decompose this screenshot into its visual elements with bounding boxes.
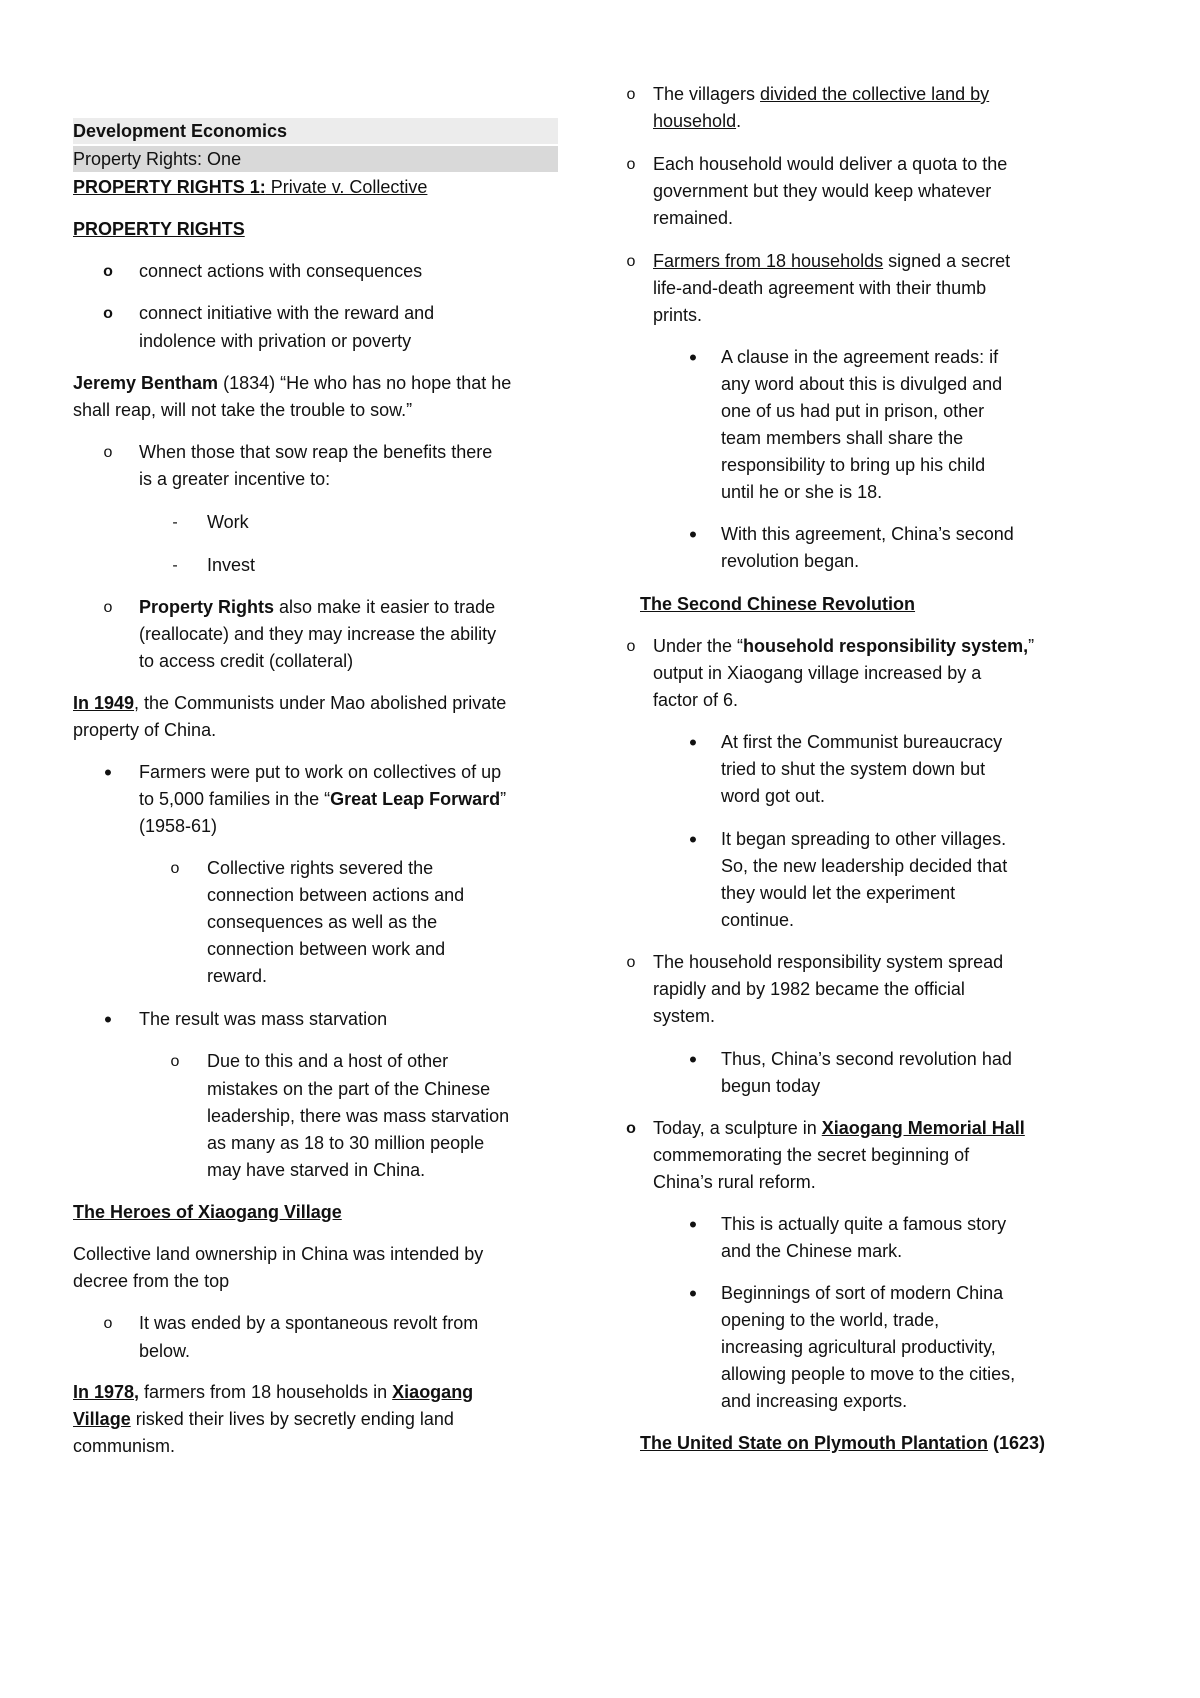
bentham-quote — [73, 369, 583, 398]
great-leap-forward: Great Leap Forward — [330, 789, 501, 809]
list-item-text: remained. — [653, 208, 734, 228]
bullet-dot-marker: • — [104, 760, 112, 785]
dash-marker: - — [172, 557, 178, 574]
list-item-text: one of us had put in prison, other — [721, 401, 985, 421]
list-item-text: as many as 18 to 30 million people — [207, 1133, 485, 1153]
dash-marker: - — [172, 514, 178, 531]
bullet-o-marker: o — [626, 638, 636, 655]
paragraph-1978-cont: communism. — [73, 1436, 176, 1456]
list-item-text: (reallocate) and they may increase the ability — [139, 624, 497, 644]
bullet-dot-marker: • — [689, 730, 697, 755]
bullet-o-marker: o — [170, 860, 180, 877]
quote-mark: ” — [1028, 636, 1035, 656]
plymouth-title: The United State on Plymouth Plantation — [640, 1433, 989, 1453]
list-item-text: Under the “ — [653, 636, 744, 656]
document-title-text: Development Economics — [73, 121, 288, 141]
list-item-text: The result was mass starvation — [139, 1009, 388, 1029]
paragraph-text: , the Communists under Mao abolished private — [134, 693, 507, 713]
list-item-text: Collective rights severed the — [207, 858, 434, 878]
list-item-text: rapidly and by 1982 became the official — [653, 979, 965, 999]
list-item-text: increasing agricultural productivity, — [721, 1337, 996, 1357]
list-item-text: When those that sow reap the benefits there — [139, 442, 493, 462]
list-item-text: word got out. — [721, 786, 826, 806]
list-item-text: connection between work and — [207, 939, 446, 959]
list-item-text: tried to shut the system down but — [721, 759, 986, 779]
paragraph-text: risked their lives by secretly ending land — [130, 1409, 454, 1429]
quote-mark: ” — [500, 789, 507, 809]
bentham-quote-cont: shall reap, will not take the trouble to sow.” — [73, 400, 413, 420]
paragraph-text: farmers from 18 households in — [139, 1382, 393, 1402]
list-item-text: life-and-death agreement with their thumb — [653, 278, 987, 298]
list-item-text: signed a secret — [883, 251, 1011, 271]
paragraph-1949-cont: property of China. — [73, 720, 217, 740]
list-item-text: connect actions with consequences — [139, 261, 423, 281]
bullet-o-marker: o — [626, 1120, 636, 1137]
list-item-text: also make it easier to trade — [274, 597, 496, 617]
list-item-text: The household responsibility system spread — [653, 952, 1004, 972]
village-link: Village — [73, 1409, 131, 1429]
year-1978: In 1978, — [73, 1382, 140, 1402]
xiaogang-memorial-hall: Xiaogang Memorial Hall — [821, 1118, 1025, 1138]
list-item-text: consequences as well as the — [207, 912, 438, 932]
list-item-text: commemorating the secret beginning of — [653, 1145, 970, 1165]
list-item-text: prints. — [653, 305, 703, 325]
underlined-text: Farmers from 18 households — [653, 251, 884, 271]
list-item-text: revolution began. — [721, 551, 860, 571]
paragraph-1978 — [73, 1378, 583, 1407]
bentham-name: Jeremy Bentham — [73, 373, 219, 393]
bullet-dot-marker: • — [689, 345, 697, 370]
document-title — [73, 118, 558, 144]
bullet-o-marker: o — [103, 1315, 113, 1332]
list-item-text: Each household would deliver a quota to the — [653, 154, 1008, 174]
list-item-text: begun today — [721, 1076, 821, 1096]
list-item-text: indolence with privation or poverty — [139, 331, 412, 351]
list-item-text: Due to this and a host of other — [207, 1051, 449, 1071]
heading-property-rights: PROPERTY RIGHTS — [73, 219, 245, 239]
bullet-o-marker: o — [103, 444, 113, 461]
heading-heroes: The Heroes of Xiaogang Village — [73, 1202, 342, 1222]
list-item-text: With this agreement, China’s second — [721, 524, 1014, 544]
list-item-text: government but they would keep whatever — [653, 181, 992, 201]
list-item-text: reward. — [207, 966, 268, 986]
bullet-o-marker: o — [626, 156, 636, 173]
bullet-o-marker: o — [626, 253, 636, 270]
list-item-text: any word about this is divulged and — [721, 374, 1003, 394]
list-item-text: China’s rural reform. — [653, 1172, 816, 1192]
bullet-o-marker: o — [103, 305, 113, 322]
list-item-text: It began spreading to other villages. — [721, 829, 1007, 849]
list-item-text: Today, a sculpture in — [653, 1118, 822, 1138]
list-item-text: they would let the experiment — [721, 883, 956, 903]
list-item-text: until he or she is 18. — [721, 482, 883, 502]
bullet-dot-marker: • — [689, 1281, 697, 1306]
list-item-text: team members shall share the — [721, 428, 964, 448]
bullet-dot-marker: • — [104, 1007, 112, 1032]
household-system-bold: household responsibility system, — [743, 636, 1029, 656]
list-item-text: So, the new leadership decided that — [721, 856, 1008, 876]
list-item-text: This is actually quite a famous story — [721, 1214, 1007, 1234]
underlined-text: divided the collective land by — [760, 84, 990, 104]
bullet-o-marker: o — [170, 1053, 180, 1070]
bullet-dot-marker: • — [689, 827, 697, 852]
list-item-text: and the Chinese mark. — [721, 1241, 903, 1261]
list-item-text: to 5,000 families in the “ — [139, 789, 331, 809]
list-item-text: At first the Communist bureaucracy — [721, 732, 1003, 752]
bullet-o-marker: o — [626, 954, 636, 971]
dash-item-text: Invest — [207, 555, 256, 575]
list-item-text: connection between actions and — [207, 885, 465, 905]
list-item-text: Beginnings of sort of modern China — [721, 1283, 1004, 1303]
list-item-text: and increasing exports. — [721, 1391, 908, 1411]
bullet-o-marker: o — [103, 599, 113, 616]
underlined-text: household — [653, 111, 737, 131]
list-item-text: continue. — [721, 910, 795, 930]
list-item-text: . — [736, 111, 742, 131]
paragraph-collective-cont: decree from the top — [73, 1271, 230, 1291]
list-item-text: is a greater incentive to: — [139, 469, 331, 489]
list-item-text: Farmers were put to work on collectives of up — [139, 762, 502, 782]
xiaogang-link: Xiaogang — [392, 1382, 474, 1402]
list-item-text: responsibility to bring up his child — [721, 455, 986, 475]
section-title-property-rights-1 — [73, 173, 583, 202]
bentham-quote-text: (1834) “He who has no hope that he — [218, 373, 512, 393]
bullet-dot-marker: • — [689, 522, 697, 547]
list-item-text: to access credit (collateral) — [139, 651, 354, 671]
dash-item-text: Work — [207, 512, 249, 532]
list-item-text: system. — [653, 1006, 716, 1026]
document-subtitle-text: Property Rights: One — [73, 149, 242, 169]
heading-plymouth — [640, 1429, 1150, 1458]
list-item-text: may have starved in China. — [207, 1160, 426, 1180]
bullet-o-marker: o — [626, 86, 636, 103]
list-item-text: allowing people to move to the cities, — [721, 1364, 1016, 1384]
bullet-dot-marker: • — [689, 1212, 697, 1237]
section-title-bold: PROPERTY RIGHTS 1: — [73, 177, 266, 197]
bullet-o-marker: o — [103, 263, 113, 280]
list-item-text: opening to the world, trade, — [721, 1310, 940, 1330]
list-item-text: below. — [139, 1341, 191, 1361]
property-rights-bold: Property Rights — [139, 597, 275, 617]
paragraph-1978-cont — [73, 1405, 583, 1434]
list-item-text: output in Xiaogang village increased by a — [653, 663, 982, 683]
list-item-text: mistakes on the part of the Chinese — [207, 1079, 491, 1099]
section-title-rest: Private v. Collective — [265, 177, 428, 197]
heading-second-revolution: The Second Chinese Revolution — [640, 594, 916, 614]
list-item-text: factor of 6. — [653, 690, 739, 710]
list-item-text: A clause in the agreement reads: if — [721, 347, 999, 367]
list-item-text: It was ended by a spontaneous revolt from — [139, 1313, 479, 1333]
list-item-text: leadership, there was mass starvation — [207, 1106, 510, 1126]
bullet-dot-marker: • — [689, 1047, 697, 1072]
plymouth-year: (1623) — [988, 1433, 1046, 1453]
list-item-text: The villagers — [653, 84, 761, 104]
list-item-text: Thus, China’s second revolution had — [721, 1049, 1012, 1069]
list-item-text: connect initiative with the reward and — [139, 303, 435, 323]
year-1949: In 1949 — [73, 693, 135, 713]
list-item-text: (1958-61) — [139, 816, 218, 836]
document-subtitle — [73, 146, 558, 172]
paragraph-1949 — [73, 689, 583, 718]
paragraph-collective: Collective land ownership in China was intended by — [73, 1244, 484, 1264]
